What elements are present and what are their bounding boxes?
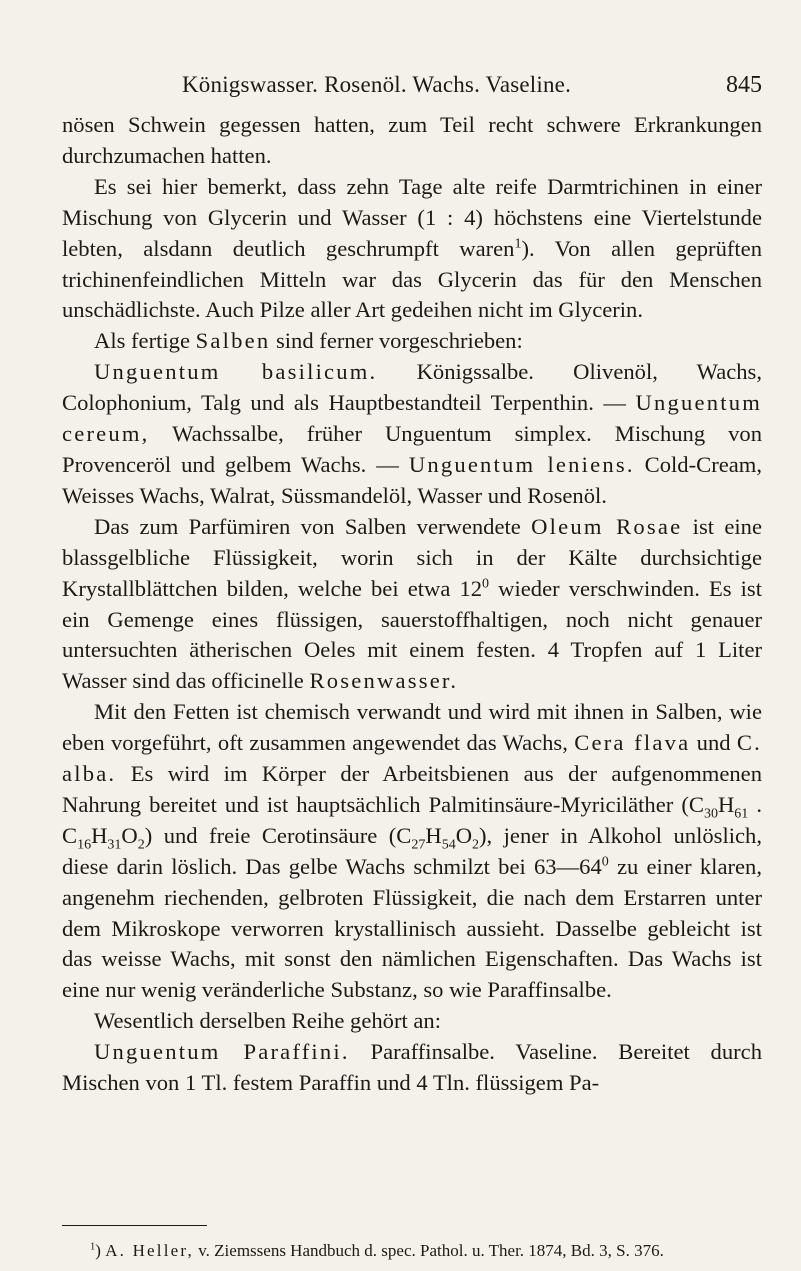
subscript: 54 <box>441 837 456 853</box>
text-run: Königssalbe. Olivenöl, Wachs, Colophonium, Talg und als Hauptbestandteil Terpenthin. — <box>62 359 762 416</box>
running-title: Königswasser. Rosenöl. Wachs. Vaseline. <box>182 72 572 97</box>
text-run: Es sei hier bemerkt, dass zehn Tage alte reife Darmtrichinen in einer Mischung von Glycerin und Wasser (1 : 4) höchstens eine Viertelstunde lebten, alsdann deutlich geschrumpft waren <box>62 173 762 261</box>
footnote-reference: 1 <box>514 236 522 252</box>
footnote-body <box>62 1240 762 1262</box>
text-run: ), jener in Alkohol unlöslich, diese darin löslich. Das gelbe Wachs schmilzt bei 63—64 <box>62 822 762 879</box>
footnote-text: v. Ziemssens Handbuch d. spec. Pathol. u. Ther. 1874, Bd. 3, S. 376. <box>194 1241 664 1260</box>
subscript: 30 <box>703 806 718 822</box>
paragraph-oleum-rosae <box>62 512 762 697</box>
footnote <box>62 1240 762 1262</box>
footnote-marker: 1 <box>90 1241 96 1253</box>
subscript: 27 <box>411 837 426 853</box>
text-run: H <box>717 791 735 817</box>
paragraph-wachs <box>62 697 762 1006</box>
spaced-term: Rosenwasser. <box>309 668 459 694</box>
degree-mark: 0 <box>601 854 609 870</box>
text-run: H <box>91 822 108 848</box>
footnote-divider <box>62 1225 207 1226</box>
subscript: 2 <box>137 837 145 853</box>
paragraph-salben-intro <box>62 326 762 357</box>
text-run: Paraffinsalbe. Vaseline. Bereitet durch Mischen von 1 Tl. festem Paraffin und 4 Tln. flüssigem Pa- <box>62 1039 762 1096</box>
page-number: 845 <box>726 72 762 98</box>
text-run: Cold-Cream, Weisses Wachs, Walrat, Süssmandelöl, Wasser und Rosenöl. <box>62 451 762 508</box>
spaced-term: Unguentum cereum, <box>62 390 762 447</box>
text-run: ) und freie Cerotinsäure (C <box>144 822 412 848</box>
spaced-term: Unguentum leniens. <box>408 451 635 477</box>
spaced-term: Cera flava <box>574 730 691 756</box>
text-run: zu einer klaren, angenehm riechenden, gelbroten Flüssigkeit, die nach dem Erstarren unter dem Mikroskope verworren krystallinisch aussieht. Dasselbe gebleicht ist das weisse Wachs, mit sonst den nämlichen Eigenschaften. Das Wachs ist eine nur wenig veränderliche Substanz, so wie Paraffinsalbe. <box>62 853 762 1003</box>
text-run: nösen Schwein gegessen hatten, zum Teil recht schwere Erkrankungen durchzumachen hatten. <box>62 112 762 168</box>
text-run: ). Von allen geprüften trichinenfeindlichen Mitteln war das Glycerin das für den Menschen unschädlichste. Auch Pilze aller Art gedeihen nicht im Glycerin. <box>62 235 762 323</box>
subscript: 31 <box>107 837 122 853</box>
paragraph-trichinen <box>62 172 762 327</box>
body-text <box>62 110 762 1099</box>
footnote-author: A. Heller, <box>105 1241 195 1260</box>
text-run: O <box>455 822 473 848</box>
subscript: 61 <box>734 806 749 822</box>
text-run: H <box>425 822 442 848</box>
text-run: sind ferner vorgeschrieben: <box>270 328 523 354</box>
subscript: 16 <box>77 837 92 853</box>
paragraph-paraffini <box>62 1037 762 1099</box>
text-run: . C <box>62 791 762 848</box>
text-run: und <box>690 730 737 756</box>
text-run: Das zum Parfümiren von Salben verwendete <box>94 513 532 539</box>
spaced-term: Unguentum Paraffini. <box>94 1039 350 1065</box>
spaced-term: Oleum Rosae <box>531 513 683 539</box>
paragraph-continued <box>62 110 762 172</box>
spaced-term: Salben <box>195 328 271 354</box>
running-header <box>62 72 762 112</box>
spaced-term: C. alba. <box>62 730 763 787</box>
spaced-term: Unguentum basilicum. <box>94 359 378 385</box>
paragraph-unguenta <box>62 357 762 512</box>
paragraph-reihe <box>62 1006 762 1037</box>
text-run: Wachssalbe, früher Unguentum simplex. Mischung von Provenceröl und gelbem Wachs. — <box>62 421 762 477</box>
subscript: 2 <box>472 837 480 853</box>
text-run: ist eine blassgelbliche Flüssigkeit, worin sich in der Kälte durchsichtige Krystallblättchen bilden, welche bei etwa 12 <box>62 513 762 601</box>
text-run: O <box>121 822 138 848</box>
degree-mark: 0 <box>482 576 490 592</box>
text-run: Es wird im Körper der Arbeitsbienen aus der aufgenommenen Nahrung bereitet und ist hauptsächlich Palmitinsäure-Myriciläther (C <box>62 761 762 817</box>
text-run: wieder verschwinden. Es ist ein Gemenge eines flüssigen, sauerstoffhaltigen, noch nicht genauer untersuchten ätherischen Oeles mit einem festen. 4 Tropfen auf 1 Liter Wasser sind das officinelle <box>62 575 762 694</box>
text-run: Als fertige <box>94 328 196 354</box>
footnote-marker-close: ) <box>95 1241 101 1260</box>
text-run: Mit den Fetten ist chemisch verwandt und wird mit ihnen in Salben, wie eben vorgeführt, oft zusammen angewendet das Wachs, <box>62 699 762 756</box>
text-run: Wesentlich derselben Reihe gehört an: <box>94 1008 442 1034</box>
